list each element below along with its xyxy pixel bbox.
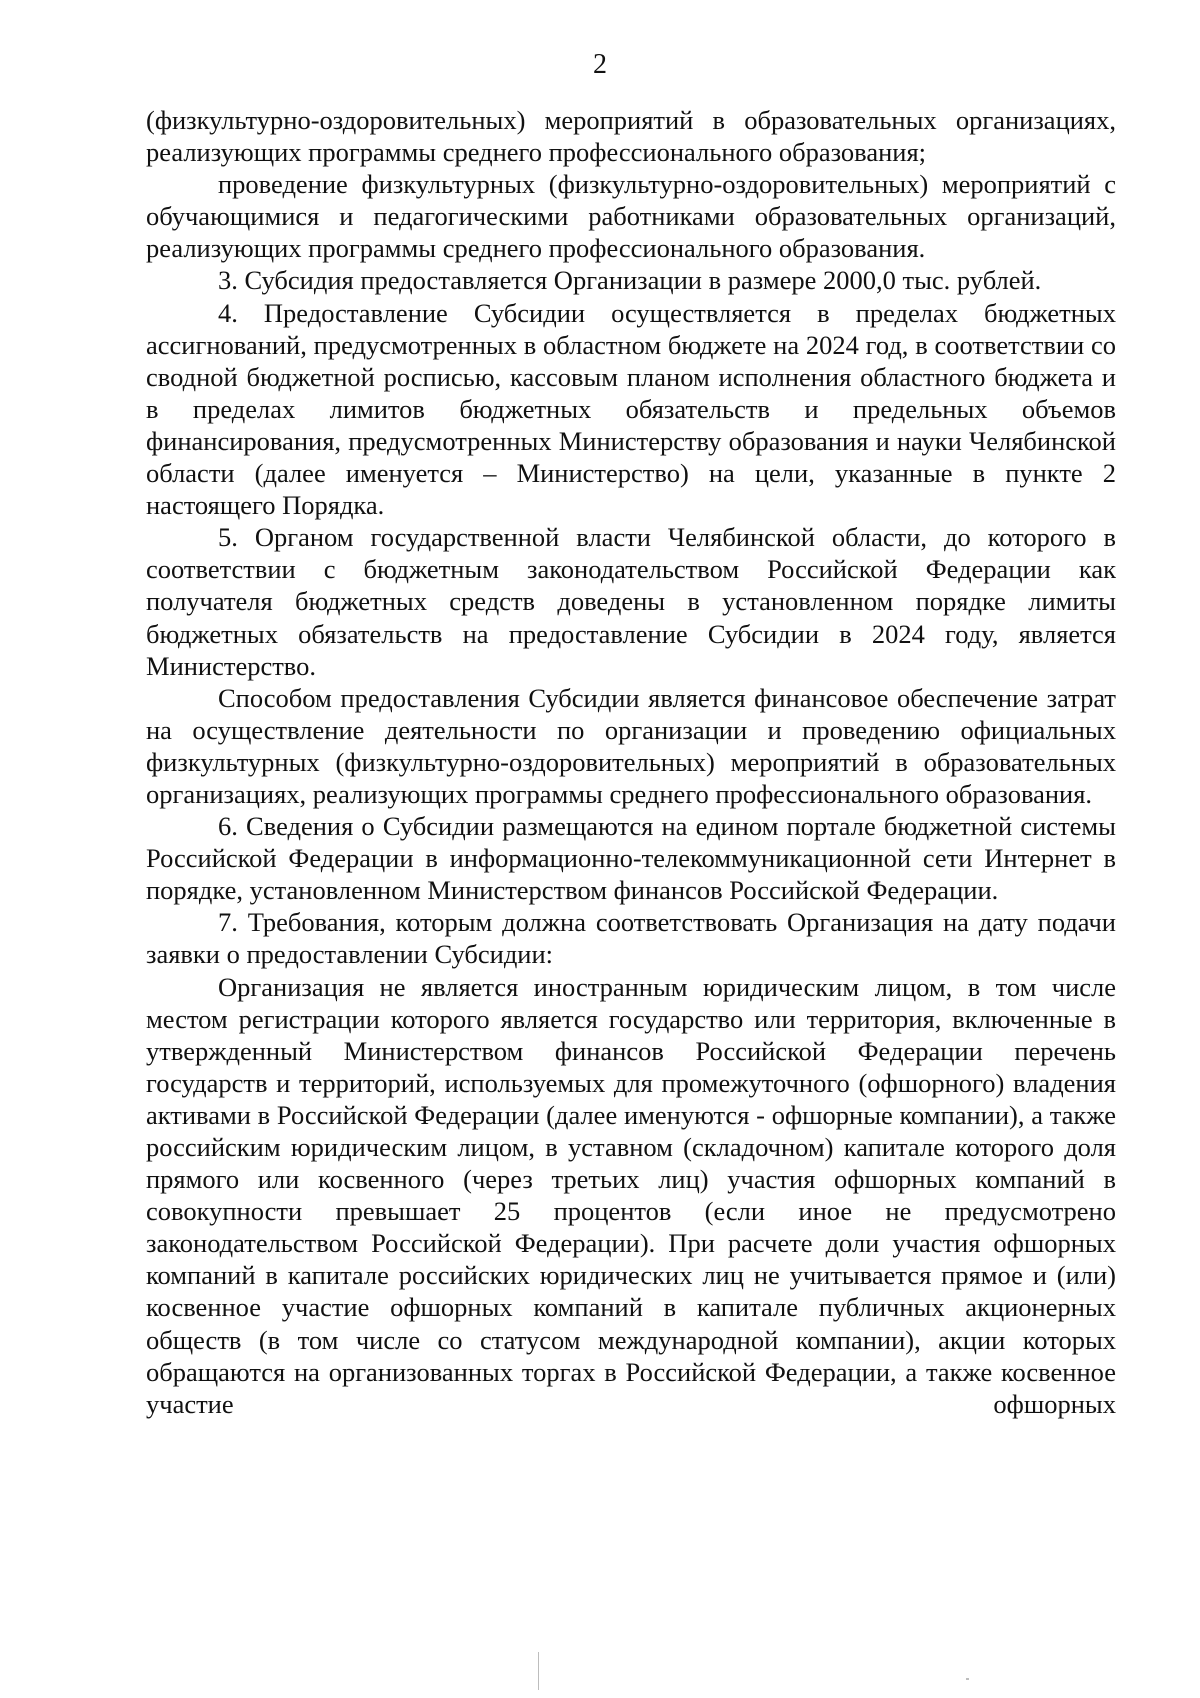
document-body [146,104,1116,1420]
paragraph-item-6: 6. Сведения о Субсидии размещаются на едином портале бюджетной системы Российской Федерации в информационно-телекоммуникационной сети Интернет в порядке, установленном Министерством финансов Российской Федерации. [146,811,1116,906]
paragraph-subsidy-method: Способом предоставления Субсидии является финансовое обеспечение затрат на осуществление деятельности по организации и проведению официальных физкультурных (физкультурно-оздоровительных) мероприятий в образовательных организациях, реализующих программы среднего профессионального образования. [146,682,1116,809]
scan-artifact-line [538,1652,539,1690]
paragraph-item-7: 7. Требования, которым должна соответствовать Организация на дату подачи заявки о предоставлении Субсидии: [146,907,1116,970]
paragraph-requirements: Организация не является иностранным юридическим лицом, в том числе местом регистрации которого является государство или территория, включенные в утвержденный Министерством финансов Российской Федерации перечень государств и территорий, используемых для промежуточного (офшорного) владения активами в Российской Федерации (далее именуются - офшорные компании), а также российским юридическим лицом, в уставном (складочном) капитале которого доля прямого или косвенного (через третьих лиц) участия офшорных компаний в совокупности превышает 25 процентов (если иное не предусмотрено законодательством Российской Федерации). При расчете доли участия офшорных компаний в капитале российских юридических лиц не учитывается прямое и (или) косвенное участие офшорных компаний в капитале публичных акционерных обществ (в том числе со статусом международной компании), акции которых обращаются на организованных торгах в Российской Федерации, а также косвенное участие офшорных [146,971,1116,1419]
page-number: 2 [593,49,607,80]
paragraph-item-5: 5. Органом государственной власти Челябинской области, до которого в соответствии с бюджетным законодательством Российской Федерации как получателя бюджетных средств доведены в установленном порядке лимиты бюджетных обязательств на предоставление Субсидии в 2024 году, является Министерство. [146,522,1116,681]
paragraph-item-4: 4. Предоставление Субсидии осуществляется в пределах бюджетных ассигнований, предусмотренных в областном бюджете на 2024 год, в соответствии со сводной бюджетной росписью, кассовым планом исполнения областного бюджета и в пределах лимитов бюджетных обязательств и предельных объемов финансирования, предусмотренных Министерству образования и науки Челябинской области (далее именуется – Министерство) на цели, указанные в пункте 2 настоящего Порядка. [146,297,1116,521]
paragraph-item-3: 3. Субсидия предоставляется Организации в размере 2000,0 тыс. рублей. [218,265,1042,296]
paragraph-events: проведение физкультурных (физкультурно-оздоровительных) мероприятий с обучающимися и педагогическими работниками образовательных организаций, реализующих программы среднего профессионального образования. [146,169,1116,264]
scan-artifact-dot [966,1678,969,1680]
paragraph-continuation: (физкультурно-оздоровительных) мероприятий в образовательных организациях, реализующих программы среднего профессионального образования; [146,105,1116,168]
